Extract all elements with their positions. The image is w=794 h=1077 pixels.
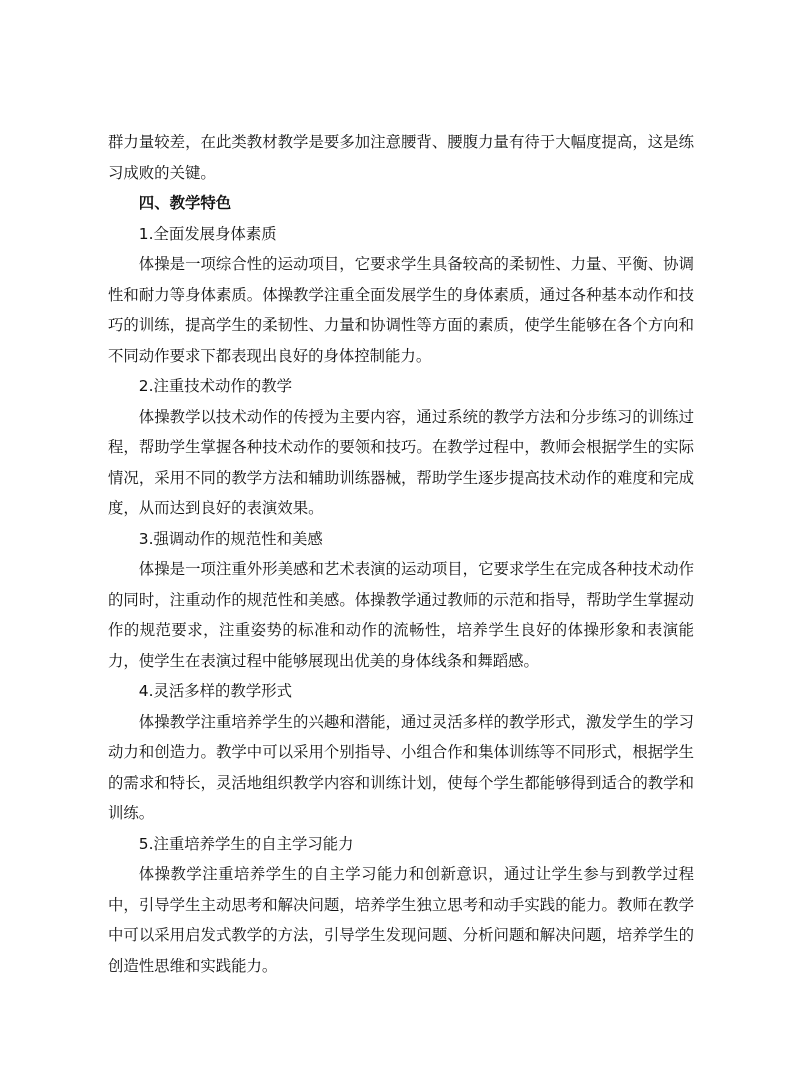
subsection-heading-3: 3.强调动作的规范性和美感 [138,529,323,548]
subsection-body-3: 体操是一项注重外形美感和艺术表演的运动项目，它要求学生在完成各种技术动作的同时，注重动作的规范性和美感。体操教学通过教师的示范和指导，帮助学生掌握动作的规范要求，注重姿势的标准和动作的流畅性，培养学生良好的体操形象和表演能力，使学生在表演过程中能够展现出优美的身体线条和舞蹈感。 [108,560,694,670]
subsection-body-2: 体操教学以技术动作的传授为主要内容，通过系统的教学方法和分步练习的训练过程，帮助学生掌握各种技术动作的要领和技巧。在教学过程中，教师会根据学生的实际情况，采用不同的教学方法和辅助训练器械，帮助学生逐步提高技术动作的难度和完成度，从而达到良好的表演效果。 [108,407,694,517]
subsection-body-1: 体操是一项综合性的运动项目，它要求学生具备较高的柔韧性、力量、平衡、协调性和耐力等身体素质。体操教学注重全面发展学生的身体素质，通过各种基本动作和技巧的训练，提高学生的柔韧性、力量和协调性等方面的素质，使学生能够在各个方向和不同动作要求下都表现出良好的身体控制能力。 [108,255,694,365]
intro-paragraph: 群力量较差，在此类教材教学是要多加注意腰背、腰腹力量有待于大幅度提高，这是练习成败的关键。 [108,133,694,182]
subsection-heading-4: 4.灵活多样的教学形式 [138,682,292,700]
section-title: 四、教学特色 [138,194,232,212]
subsection-heading-5: 5.注重培养学生的自主学习能力 [138,834,354,853]
subsection-body-5: 体操教学注重培养学生的自主学习能力和创新意识，通过让学生参与到教学过程中，引导学生主动思考和解决问题，培养学生独立思考和动手实践的能力。教师在教学中可以采用启发式教学的方法，引导学生发现问题、分析问题和解决问题，培养学生的创造性思维和实践能力。 [108,865,694,975]
subsection-body-4: 体操教学注重培养学生的兴趣和潜能，通过灵活多样的教学形式，激发学生的学习动力和创造力。教学中可以采用个别指导、小组合作和集体训练等不同形式，根据学生的需求和特长，灵活地组织教学内容和训练计划，使每个学生都能够得到适合的教学和训练。 [108,712,694,822]
subsection-heading-2: 2.注重技术动作的教学 [138,377,292,395]
subsection-heading-1: 1.全面发展身体素质 [138,224,277,243]
document-body [108,127,694,981]
